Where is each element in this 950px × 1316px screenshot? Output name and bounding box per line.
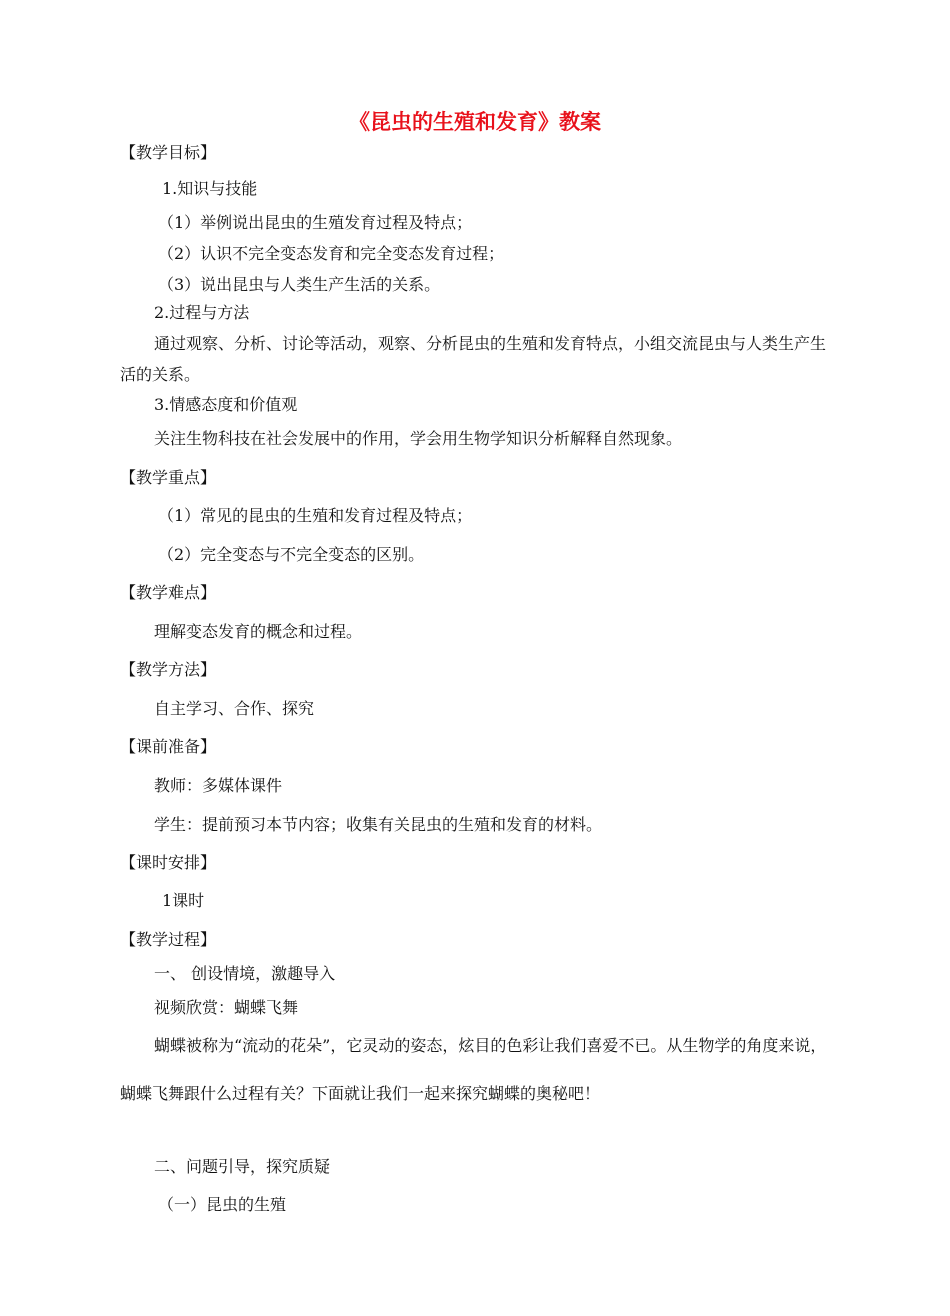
document-title: 《昆虫的生殖和发育》教案	[349, 110, 601, 134]
key-point-item: （1）常见的昆虫的生殖和发育过程及特点；	[158, 506, 473, 525]
key-point-item: （2）完全变态与不完全变态的区别。	[158, 545, 425, 564]
knowledge-title: 1.知识与技能	[162, 179, 258, 198]
knowledge-item: （3）说出昆虫与人类生产生活的关系。	[158, 275, 441, 294]
process-method-text: 通过观察、分析、讨论等活动，观察、分析昆虫的生殖和发育特点，小组交流昆虫与人类生产生活的关系。	[120, 334, 827, 384]
step1-title: 一、 创设情境，激趣导入	[154, 964, 336, 983]
knowledge-item: （2）认识不完全变态发育和完全变态发育过程；	[158, 244, 505, 263]
step2-title: 二、问题引导，探究质疑	[154, 1157, 331, 1176]
intro-paragraph: 蝴蝶被称为“流动的花朵”，它灵动的姿态，炫目的色彩让我们喜爱不已。从生物学的角度来说，蝴蝶飞舞跟什么过程有关？下面就让我们一起来探究蝴蝶的奥秘吧！	[120, 1036, 827, 1103]
emotion-text: 关注生物科技在社会发展中的作用，学会用生物学知识分析解释自然现象。	[154, 429, 683, 448]
heading-objectives: 【教学目标】	[120, 143, 217, 162]
heading-preparation: 【课前准备】	[120, 737, 217, 756]
heading-process: 【教学过程】	[120, 930, 217, 949]
sub1-title: （一）昆虫的生殖	[158, 1195, 287, 1214]
heading-key-points: 【教学重点】	[120, 468, 217, 487]
heading-schedule: 【课时安排】	[120, 853, 217, 872]
methods-text: 自主学习、合作、探究	[154, 699, 315, 718]
difficulties-text: 理解变态发育的概念和过程。	[154, 622, 363, 641]
schedule-text: 1课时	[162, 891, 205, 910]
video-line: 视频欣赏：蝴蝶飞舞	[154, 998, 299, 1017]
preparation-teacher: 教师：多媒体课件	[154, 776, 283, 795]
heading-difficulties: 【教学难点】	[120, 583, 217, 602]
heading-methods: 【教学方法】	[120, 660, 217, 679]
emotion-title: 3.情感态度和价值观	[154, 395, 298, 414]
preparation-student: 学生：提前预习本节内容；收集有关昆虫的生殖和发育的材料。	[154, 815, 603, 834]
knowledge-item: （1）举例说出昆虫的生殖发育过程及特点；	[158, 213, 473, 232]
process-method-title: 2.过程与方法	[154, 303, 250, 322]
